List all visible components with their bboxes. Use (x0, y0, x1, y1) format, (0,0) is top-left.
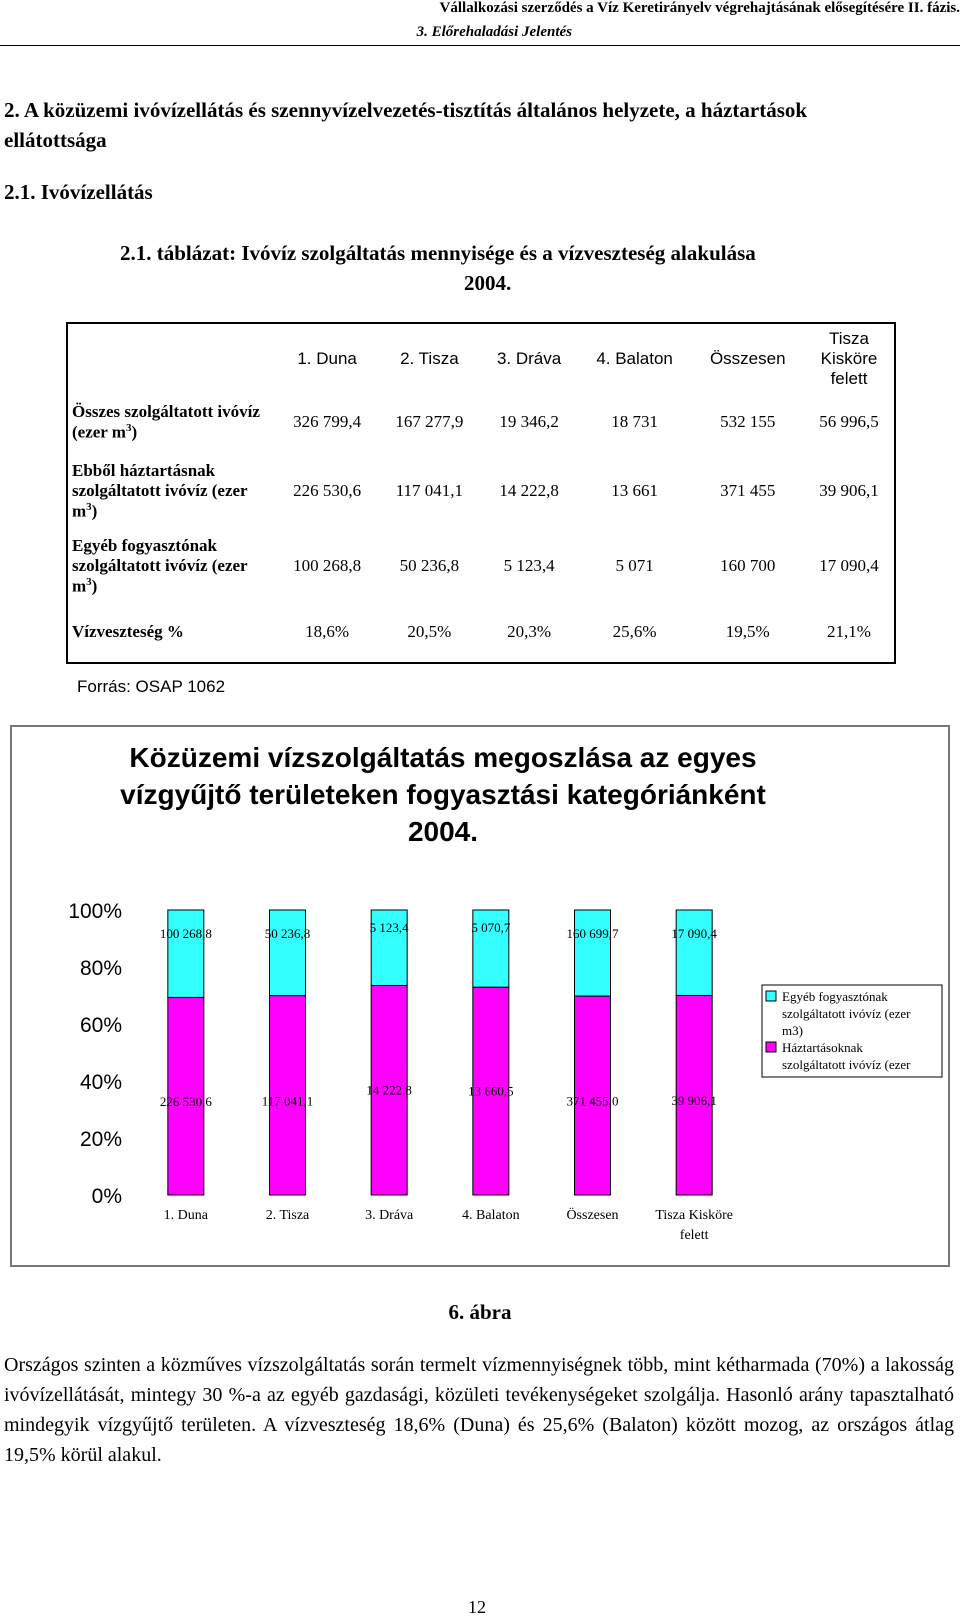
data-label: 117 041,1 (261, 1093, 314, 1109)
data-label: 50 236,8 (264, 926, 311, 941)
header-subtitle: 3. Előrehaladási Jelentés (416, 24, 572, 40)
legend-label: szolgáltatott ivóvíz (ezer (782, 1006, 911, 1021)
x-tick-label: 1. Duna (163, 1208, 208, 1223)
column-header: Tisza Kisköre felett (820, 328, 878, 388)
chart-title-line: vízgyűjtő területeken fogyasztási kategóriánként (120, 779, 766, 810)
data-label: 17 090,4 (671, 926, 717, 941)
bar-segment (575, 910, 611, 996)
legend-label: szolgáltatott ivóvíz (ezer (782, 1057, 911, 1072)
bar-segment (168, 910, 204, 997)
y-tick-label: 60% (79, 1014, 122, 1037)
legend-label: Háztartásoknak (782, 1040, 863, 1055)
x-tick-label: Összesen (566, 1208, 619, 1223)
data-label: 13 660,5 (468, 1083, 514, 1099)
x-tick-label: 2. Tisza (265, 1208, 310, 1223)
table-cell: 14 222,8 (499, 481, 559, 500)
chart-title-line: 2004. (407, 816, 479, 847)
data-label: 39 906,1 (671, 1093, 717, 1109)
column-header: 2. Tisza (400, 348, 459, 368)
legend-swatch (766, 991, 776, 1001)
row-label-end: ) (131, 422, 138, 442)
table-cell: 18,6% (305, 621, 350, 641)
table-cell: 5 071 (615, 556, 654, 575)
data-label: 5 070,7 (471, 920, 511, 935)
row-label-text: Ebből háztartásnak szolgáltatott ivóvíz (ezer m (72, 460, 248, 521)
table-cell: 17 090,4 (819, 556, 879, 575)
y-tick-label: 0% (91, 1185, 122, 1208)
y-tick-label: 100% (68, 900, 122, 923)
row-label-end: ) (91, 576, 98, 596)
x-tick-label: Tisza Kisköre (655, 1208, 733, 1223)
table-cell: 5 123,4 (503, 556, 555, 575)
data-label: 14 222,8 (366, 1082, 412, 1098)
table-cell: 326 799,4 (293, 412, 362, 431)
y-tick-label: 80% (79, 957, 122, 980)
table-cell: 13 661 (611, 481, 658, 500)
column-header: 1. Duna (297, 348, 357, 368)
table-cell: 100 268,8 (293, 556, 362, 575)
table-cell: 50 236,8 (399, 556, 460, 575)
table-cell: 19,5% (725, 621, 770, 641)
column-header: 3. Dráva (496, 348, 562, 368)
data-label: 100 268,8 (159, 926, 212, 941)
x-tick-label: 3. Dráva (365, 1208, 414, 1223)
legend-label: Egyéb fogyasztónak (782, 989, 888, 1004)
data-label: 371 455,0 (566, 1093, 619, 1109)
table-cell: 117 041,1 (395, 481, 464, 500)
data-label: 226 530,6 (159, 1094, 212, 1110)
table-cell: 18 731 (611, 412, 658, 431)
row-label-text: Vízveszteség % (72, 621, 184, 641)
table-cell: 56 996,5 (819, 412, 879, 431)
section-heading: 2. A közüzemi ivóvízellátás és szennyvízelvezetés-tisztítás általános helyzete, a háztartások ellátottsága (4, 98, 808, 152)
table-caption-line1: 2.1. táblázat: Ivóvíz szolgáltatás mennyisége és a vízveszteség alakulása (120, 241, 756, 265)
row-label-end: ) (91, 501, 98, 521)
bar-segment (270, 910, 306, 996)
table-caption-line2: 2004. (464, 271, 512, 295)
table-cell: 25,6% (612, 621, 657, 641)
bar-segment (676, 910, 712, 995)
column-header: 4. Balaton (596, 348, 673, 368)
table-cell: 226 530,6 (293, 481, 362, 500)
page-number: 12 (468, 1597, 486, 1617)
legend-swatch (766, 1042, 776, 1052)
table-cell: 371 455 (720, 481, 776, 500)
header-title: Vállalkozási szerződés a Víz Keretirányelv végrehajtásának elősegítésére II. fázis. (439, 0, 960, 16)
legend-label: m3) (782, 1023, 803, 1038)
table-cell: 20,5% (407, 621, 452, 641)
y-tick-label: 20% (79, 1128, 122, 1151)
row-label-sup: 3 (86, 500, 92, 513)
table-cell: 21,1% (827, 621, 871, 641)
table-cell: 39 906,1 (819, 481, 879, 500)
table-cell: 19 346,2 (499, 412, 559, 431)
chart-title-line: Közüzemi vízszolgáltatás megoszlása az egyes (129, 742, 757, 773)
column-header: Összesen (709, 348, 786, 368)
x-tick-label: felett (679, 1228, 709, 1243)
figure-caption: 6. ábra (448, 1300, 512, 1324)
subsection-heading: 2.1. Ivóvízellátás (4, 180, 153, 204)
table-cell: 20,3% (507, 621, 552, 641)
row-label-sup: 3 (86, 575, 92, 588)
data-label: 5 123,4 (369, 920, 409, 935)
table-cell: 532 155 (720, 412, 776, 431)
row-label-text: Összes szolgáltatott ivóvíz (ezer m (72, 401, 260, 442)
y-tick-label: 40% (79, 1071, 122, 1094)
row-label-sup: 3 (125, 421, 132, 434)
x-tick-label: 4. Balaton (462, 1208, 520, 1223)
table-cell: 160 700 (720, 556, 776, 575)
row-label-text: Egyéb fogyasztónak szolgáltatott ivóvíz (ezer m (72, 535, 248, 596)
data-label: 160 699,7 (566, 926, 619, 941)
table-cell: 167 277,9 (395, 412, 464, 431)
body-paragraph: Országos szinten a közműves vízszolgáltatás során termelt vízmennyiségnek több, mint kétharmada (70%) a lakosság ivóvízellátását, mintegy 30 %-a az egyéb gazdasági, közületi tevékenységeket szolgálja. Hasonló arány tapasztalható mindegyik vízgyűjtő területen. A vízveszteség 18,6% (Duna) és 25,6% (Balaton) között mozog, az országos átlag 19,5% körül alakul. (4, 1354, 954, 1466)
table-source: Forrás: OSAP 1062 (77, 677, 226, 696)
